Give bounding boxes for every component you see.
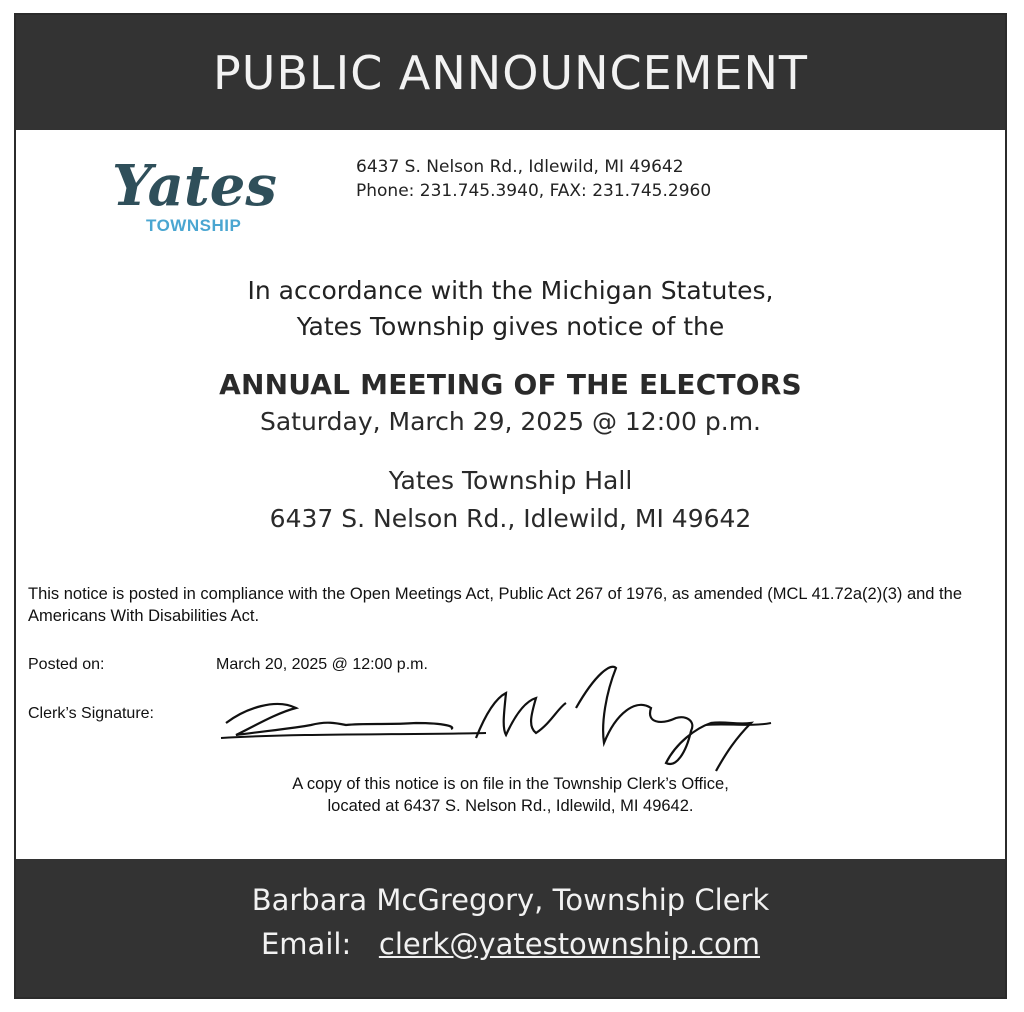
meeting-title: ANNUAL MEETING OF THE ELECTORS [219,368,802,401]
contact-block [356,155,711,203]
announcement-frame [14,13,1007,999]
meeting-datetime: Saturday, March 29, 2025 @ 12:00 p.m. [259,407,762,436]
compliance-notice: This notice is posted in compliance with the Open Meetings Act, Public Act 267 of 1976, as amended (MCL 41.72a(2)(3) and the Americans With Disabilities Act. [28,585,962,625]
signature-graphic [206,653,776,778]
logo-graphic [108,143,277,243]
venue-block [16,462,1005,538]
footer-email-line [16,927,1005,961]
copy-note-line-1: A copy of this notice is on file in the Township Clerk’s Office, [292,775,729,793]
footer-email-label: Email: [260,927,370,961]
intro-line-1: In accordance with the Michigan Statutes, [247,276,774,305]
header-bar [16,15,1005,130]
page-title: PUBLIC ANNOUNCEMENT [213,45,808,100]
clerk-signature [206,653,776,778]
copy-note-line-2: located at 6437 S. Nelson Rd., Idlewild, MI 49642. [327,797,694,815]
yates-township-logo [108,143,277,243]
intro-text [16,273,1005,345]
clerk-signature-label: Clerk’s Signature: [28,705,154,722]
logo-script: Yates [112,153,277,219]
contact-phone-fax: Phone: 231.745.3940, FAX: 231.745.2960 [356,181,712,201]
posted-on-value: March 20, 2025 @ 12:00 p.m. [216,656,428,673]
venue-address: 6437 S. Nelson Rd., Idlewild, MI 49642 [269,504,752,533]
intro-line-2: Yates Township gives notice of the [296,312,725,341]
venue-name: Yates Township Hall [388,466,633,495]
contact-address: 6437 S. Nelson Rd., Idlewild, MI 49642 [356,157,684,177]
copy-on-file-note [16,773,1005,817]
footer-bar [16,859,1005,997]
footer-clerk-name: Barbara McGregory, Township Clerk [251,883,770,917]
posted-on-label: Posted on: [28,656,105,673]
footer-email-link[interactable]: clerk@yatestownship.com [378,927,761,961]
logo-subtext: TOWNSHIP [146,216,242,235]
